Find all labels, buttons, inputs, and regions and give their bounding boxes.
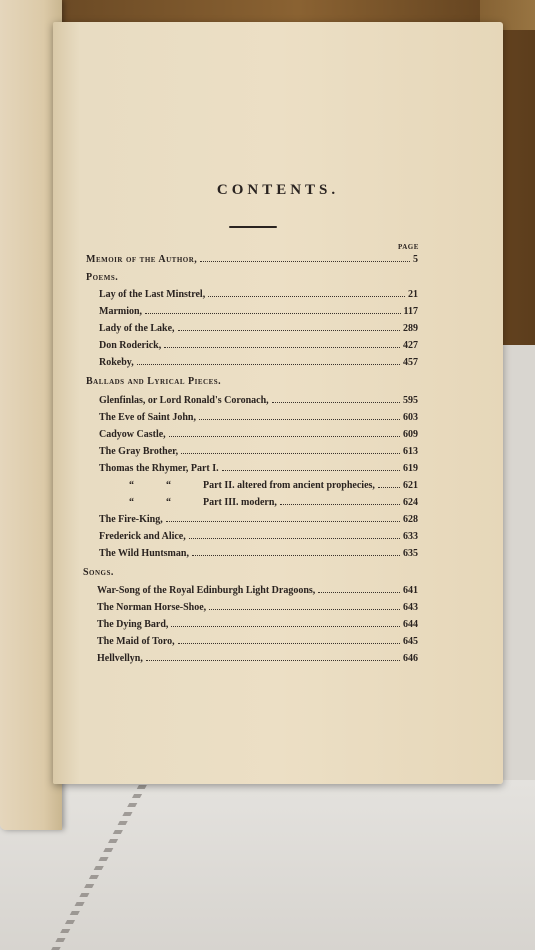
- leader-dots: [209, 601, 400, 610]
- toc-entry-page: 21: [408, 289, 418, 300]
- toc-entry-label: The Gray Brother,: [99, 446, 179, 457]
- section-heading-poems: Poems.: [86, 272, 119, 283]
- toc-entry-page: 621: [403, 480, 418, 491]
- toc-entry-page: 628: [403, 514, 418, 525]
- ditto-mark: “: [129, 480, 134, 491]
- toc-entry: [97, 601, 418, 615]
- leader-dots: [280, 496, 400, 505]
- page-title: CONTENTS.: [216, 182, 340, 198]
- toc-entry-page: 635: [403, 548, 418, 559]
- toc-entry-page: 644: [403, 619, 418, 630]
- toc-entry-label: The Norman Horse-Shoe,: [97, 602, 207, 613]
- leader-dots: [181, 445, 400, 454]
- toc-entry-label: Lay of the Last Minstrel,: [99, 289, 206, 300]
- toc-entry-label: Lady of the Lake,: [99, 323, 175, 334]
- toc-entry-page: 646: [403, 653, 418, 664]
- toc-entry: [129, 496, 418, 510]
- toc-entry: [99, 288, 418, 302]
- toc-entry-page: 624: [403, 497, 418, 508]
- toc-entry-label: The Maid of Toro,: [97, 636, 175, 647]
- toc-entry-page: 457: [403, 357, 418, 368]
- toc-entry-page: 595: [403, 395, 418, 406]
- toc-entry: [97, 618, 418, 632]
- toc-entry: [97, 652, 418, 666]
- toc-entry: [99, 394, 418, 408]
- leader-dots: [199, 411, 400, 420]
- toc-entry-label: War-Song of the Royal Edinburgh Light Dragoons,: [97, 585, 316, 596]
- toc-entry: [99, 356, 418, 370]
- toc-entry-label: Glenfinlas, or Lord Ronald's Coronach,: [99, 395, 269, 406]
- toc-entry-label: The Eve of Saint John,: [99, 412, 196, 423]
- toc-entry-label: Part II. altered from ancient prophecies,: [203, 480, 375, 491]
- toc-entry-page: 633: [403, 531, 418, 542]
- leader-dots: [178, 322, 400, 331]
- toc-entry-label: Rokeby,: [99, 357, 134, 368]
- leader-dots: [164, 339, 400, 348]
- section-heading-ballads: Ballads and Lyrical Pieces.: [86, 376, 222, 387]
- toc-entry-label: The Wild Huntsman,: [99, 548, 189, 559]
- toc-entry-label: Cadyow Castle,: [99, 429, 166, 440]
- leader-dots: [145, 305, 401, 314]
- toc-entry-page: 117: [403, 306, 418, 317]
- ditto-mark: “: [166, 480, 171, 491]
- toc-entry: [97, 584, 418, 598]
- toc-entry-page: 645: [403, 636, 418, 647]
- toc-entry-label: Part III. modern,: [203, 497, 277, 508]
- leader-dots: [378, 479, 400, 488]
- toc-entry-label: The Dying Bard,: [97, 619, 169, 630]
- toc-entry-page: 427: [403, 340, 418, 351]
- toc-entry: [99, 411, 418, 425]
- leader-dots: [146, 652, 400, 661]
- toc-entry-page: 603: [403, 412, 418, 423]
- toc-entry-page: 609: [403, 429, 418, 440]
- toc-entry-page: 641: [403, 585, 418, 596]
- toc-entry-page: 643: [403, 602, 418, 613]
- leader-dots: [178, 635, 400, 644]
- toc-entry-page: 613: [403, 446, 418, 457]
- toc-entry-page: 5: [413, 254, 418, 265]
- leader-dots: [171, 618, 400, 627]
- contents-page: [53, 22, 503, 784]
- toc-entry-label: Marmion,: [99, 306, 143, 317]
- title-rule: [229, 226, 277, 228]
- toc-entry: [99, 445, 418, 459]
- toc-entry: [99, 428, 418, 442]
- leader-dots: [166, 513, 400, 522]
- toc-entry-label: Memoir of the Author,: [86, 254, 198, 265]
- toc-entry: [129, 479, 418, 493]
- toc-entry-page: 289: [403, 323, 418, 334]
- toc-entry-label: The Fire-King,: [99, 514, 163, 525]
- toc-entry-page: 619: [403, 463, 418, 474]
- page-column-header: PAGE: [398, 243, 419, 251]
- leader-dots: [137, 356, 400, 365]
- toc-entry: [99, 462, 418, 476]
- leader-dots: [208, 288, 405, 297]
- toc-entry: [99, 547, 418, 561]
- toc-entry-label: Frederick and Alice,: [99, 531, 186, 542]
- toc-entry: [99, 530, 418, 544]
- leader-dots: [222, 462, 400, 471]
- leader-dots: [272, 394, 400, 403]
- leader-dots: [189, 530, 400, 539]
- toc-entry: [99, 513, 418, 527]
- toc-entry-memoir: [86, 253, 418, 267]
- toc-entry: [99, 339, 418, 353]
- tablecloth: [0, 780, 535, 950]
- toc-entry: [99, 305, 418, 319]
- toc-entry: [97, 635, 418, 649]
- toc-entry-label: Thomas the Rhymer, Part I.: [99, 463, 219, 474]
- section-heading-songs: Songs.: [83, 567, 114, 578]
- ditto-mark: “: [166, 497, 171, 508]
- leader-dots: [192, 547, 400, 556]
- leader-dots: [318, 584, 400, 593]
- toc-entry-label: Don Roderick,: [99, 340, 162, 351]
- toc-entry: [99, 322, 418, 336]
- leader-dots: [200, 253, 410, 262]
- ditto-mark: “: [129, 497, 134, 508]
- leader-dots: [169, 428, 400, 437]
- toc-entry-label: Hellvellyn,: [97, 653, 143, 664]
